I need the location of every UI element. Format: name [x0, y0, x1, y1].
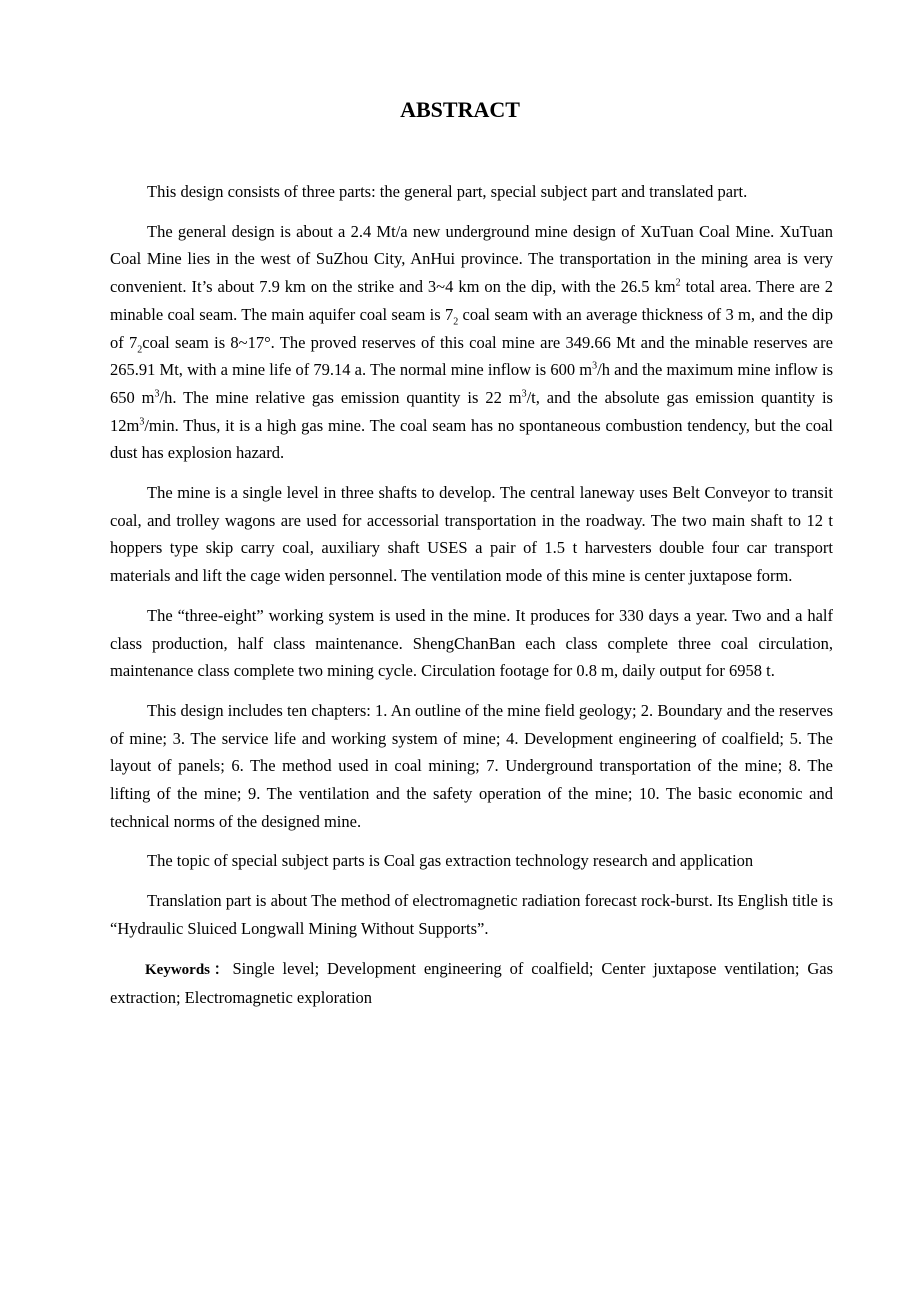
text-run: /h and the maximum mine inflow is 650 m	[110, 360, 833, 407]
paragraph-development: The mine is a single level in three shafts to develop. The central laneway uses Belt Conveyor to transit coal, and trolley wagons are used for accessorial transportation in the roadway. The two main shaft to 12 t hoppers type skip carry coal, auxiliary shaft USES a pair of 1.5 t harvesters double four car transport materials and lift the cage widen personnel. The ventilation mode of this mine is center juxtapose form.	[110, 483, 833, 586]
superscript: 2	[675, 277, 681, 289]
paragraph-special-subject: The topic of special subject parts is Coal gas extraction technology research and application	[147, 851, 754, 871]
text-run: /min. Thus, it is a high gas mine. The coal seam has no spontaneous combustion tendency, but the coal dust has explosion hazard.	[110, 415, 833, 463]
text-run: coal seam with an average thickness of 3 m, and the dip of 7	[110, 304, 833, 352]
subscript: 2	[453, 316, 459, 328]
text-run: coal seam is 8~17°. The proved reserves of this coal mine are 349.66 Mt and the minable reserves are 265.91 Mt, with a mine life of 79.14 a. The normal mine inflow is 600 m	[110, 332, 833, 380]
text-run: /t, and the absolute gas emission quantity is 12m	[110, 387, 833, 435]
subscript: 2	[137, 343, 143, 355]
keywords-line	[110, 955, 833, 1012]
paragraph-working-system: The “three-eight” working system is used in the mine. It produces for 330 days a year. Two and a half class production, half class maintenance. ShengChanBan each class complete three coal circulation, maintenance class complete two mining cycle. Circulation footage for 0.8 m, daily output for 6958 t.	[110, 605, 833, 681]
paragraph-overview: This design consists of three parts: the general part, special subject part and translated part.	[147, 182, 748, 201]
paragraph-general-design	[110, 218, 833, 467]
keywords-label: Keywords：	[145, 961, 233, 978]
abstract-body	[110, 178, 833, 1024]
superscript: 3	[154, 388, 160, 400]
superscript: 3	[521, 388, 527, 400]
abstract-title: ABSTRACT	[400, 97, 520, 122]
text-run: total area. There are 2 minable coal seam. The main aquifer coal seam is 7	[110, 277, 833, 324]
superscript: 3	[592, 360, 598, 372]
text-run: /h. The mine relative gas emission quantity is 22 m	[159, 387, 522, 407]
paragraph-translation: Translation part is about The method of electromagnetic radiation forecast rock-burst. Its English title is “Hydraulic Sluiced Longwall Mining Without Supports”.	[110, 891, 833, 938]
keywords-text: Single level; Development engineering of coalfield; Center juxtapose ventilation; Gas extraction; Electromagnetic exploration	[110, 958, 834, 1008]
superscript: 3	[139, 416, 145, 428]
text-run: The general design is about a 2.4 Mt/a new underground mine design of XuTuan Coal Mine. XuTuan Coal Mine lies in the west of SuZhou City, AnHui province. The transportation in the mining area is very convenient. It’s about 7.9 km on the strike and 3~4 km on the dip, with the 26.5 km	[110, 221, 833, 297]
paragraph-chapters: This design includes ten chapters: 1. An outline of the mine field geology; 2. Boundary and the reserves of mine; 3. The service life and working system of mine; 4. Development engineering of coalfield; 5. The layout of panels; 6. The method used in coal mining; 7. Underground transportation of the mine; 8. The lifting of the mine; 9. The ventilation and the safety operation of the mine; 10. The basic economic and technical norms of the designed mine.	[110, 700, 833, 831]
